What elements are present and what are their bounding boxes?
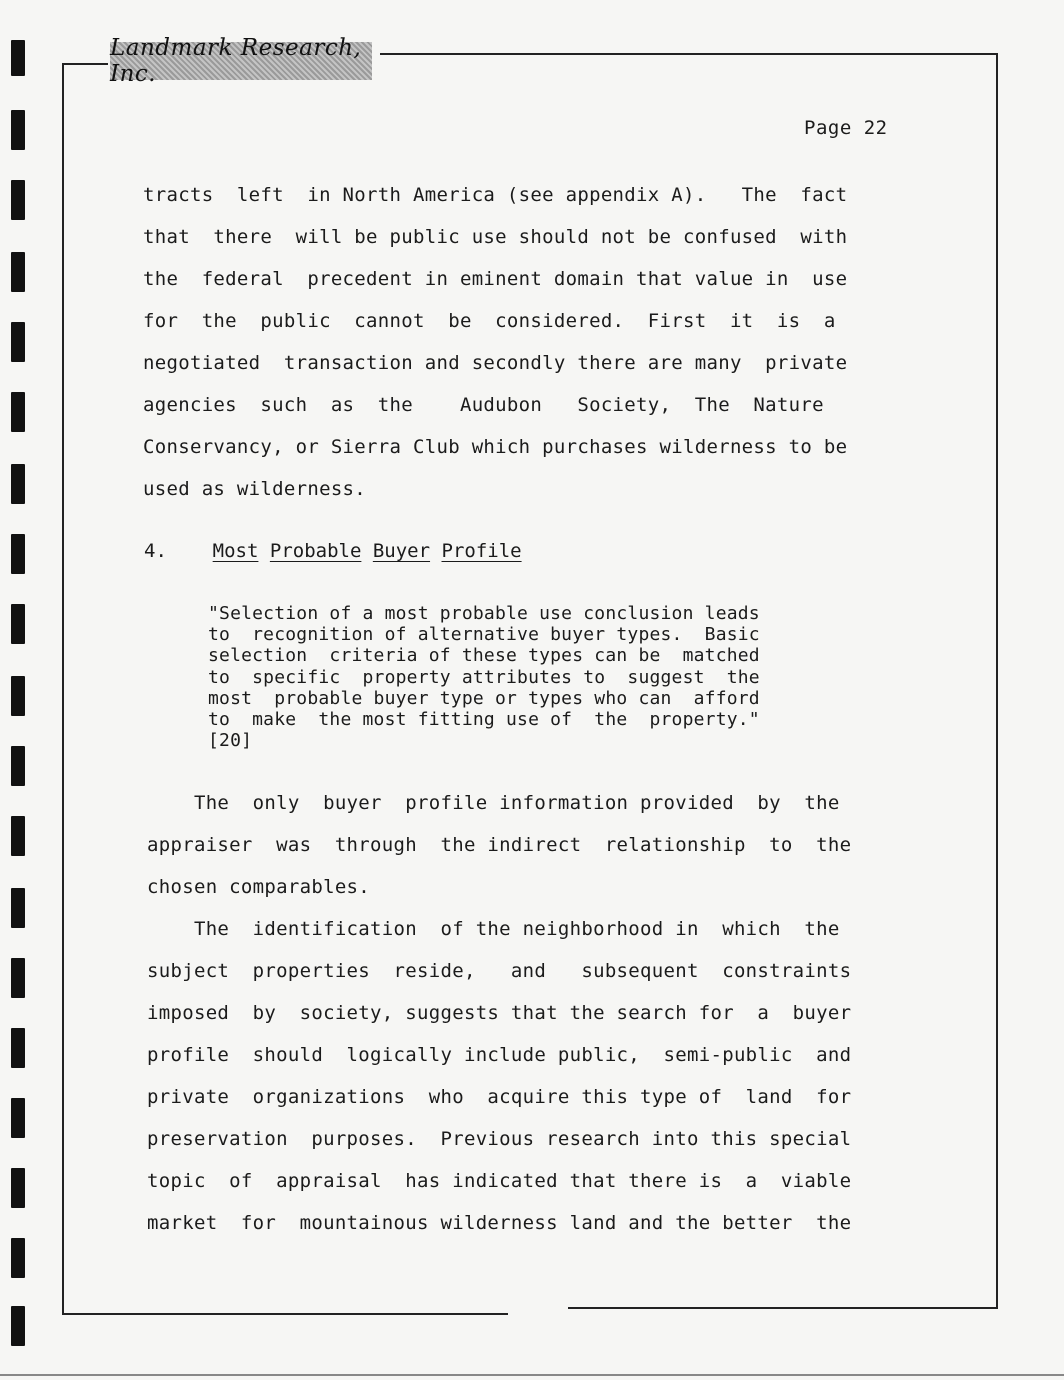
binder-hole xyxy=(11,322,25,362)
binder-hole xyxy=(11,180,25,220)
section-title-word: Probable xyxy=(269,540,362,562)
body-line: subject properties reside, and subsequent constraints xyxy=(147,960,852,982)
body-line: imposed by society, suggests that the search for a buyer xyxy=(147,1002,852,1024)
body-line: appraiser was through the indirect relationship to the xyxy=(147,834,852,856)
body-line: private organizations who acquire this type of land for xyxy=(147,1086,852,1108)
binder-holes xyxy=(11,0,25,1380)
body-line: negotiated transaction and secondly there are many private xyxy=(143,352,848,374)
binder-hole xyxy=(11,392,25,432)
quote-citation: [20] xyxy=(208,730,253,752)
section-title-word: Buyer xyxy=(372,540,431,562)
section-number: 4. xyxy=(144,540,167,562)
page-number: Page 22 xyxy=(804,117,888,139)
binder-hole xyxy=(11,604,25,644)
frame-border-bottom xyxy=(568,1307,998,1309)
body-line: tracts left in North America (see appendix A). The fact xyxy=(143,184,848,206)
binder-hole xyxy=(11,252,25,292)
body-line: agencies such as the Audubon Society, The Nature xyxy=(143,394,824,416)
scan-edge-line xyxy=(0,1374,1064,1376)
quote-line: to recognition of alternative buyer types. Basic xyxy=(208,624,760,646)
body-line: The identification of the neighborhood in which the xyxy=(147,918,840,940)
frame-border-right xyxy=(996,53,998,1309)
binder-hole xyxy=(11,110,25,150)
binder-hole xyxy=(11,676,25,716)
quote-line: selection criteria of these types can be matched xyxy=(208,645,760,667)
frame-border-bottom xyxy=(62,1313,508,1315)
body-line: preservation purposes. Previous research into this special xyxy=(147,1128,852,1150)
body-line: profile should logically include public, semi-public and xyxy=(147,1044,852,1066)
binder-hole xyxy=(11,888,25,928)
block-quote xyxy=(208,603,760,751)
binder-hole xyxy=(11,816,25,856)
quote-line: to specific property attributes to suggest the xyxy=(208,666,760,688)
binder-hole xyxy=(11,464,25,504)
company-logo: Landmark Research, Inc. xyxy=(110,42,372,80)
binder-hole xyxy=(11,1098,25,1138)
body-line: used as wilderness. xyxy=(143,478,367,500)
section-heading xyxy=(144,540,522,562)
binder-hole xyxy=(11,40,25,76)
quote-line: to make the most fitting use of the property." xyxy=(208,709,760,731)
binder-hole xyxy=(11,958,25,998)
frame-border-top xyxy=(380,53,998,55)
body-line: The only buyer profile information provided by the xyxy=(147,792,840,814)
quote-line: "Selection of a most probable use conclusion leads xyxy=(208,603,760,624)
body-line: the federal precedent in eminent domain that value in use xyxy=(143,268,848,290)
frame-border-left xyxy=(62,63,64,1315)
section-title-word: Most xyxy=(212,540,259,562)
binder-hole xyxy=(11,746,25,786)
body-line: topic of appraisal has indicated that there is a viable xyxy=(147,1170,852,1192)
body-line: for the public cannot be considered. First it is a xyxy=(143,310,836,332)
body-line: market for mountainous wilderness land and the better the xyxy=(147,1212,852,1234)
binder-hole xyxy=(11,1306,25,1346)
quote-line: most probable buyer type or types who can afford xyxy=(208,687,760,709)
binder-hole xyxy=(11,1028,25,1068)
binder-hole xyxy=(11,534,25,574)
section-title-word: Profile xyxy=(441,540,522,562)
body-line: chosen comparables. xyxy=(147,876,371,898)
binder-hole xyxy=(11,1238,25,1278)
frame-border-top xyxy=(62,63,108,65)
body-line: that there will be public use should not be confused with xyxy=(143,226,848,248)
binder-hole xyxy=(11,1168,25,1208)
body-line: Conservancy, or Sierra Club which purchases wilderness to be xyxy=(143,436,848,458)
